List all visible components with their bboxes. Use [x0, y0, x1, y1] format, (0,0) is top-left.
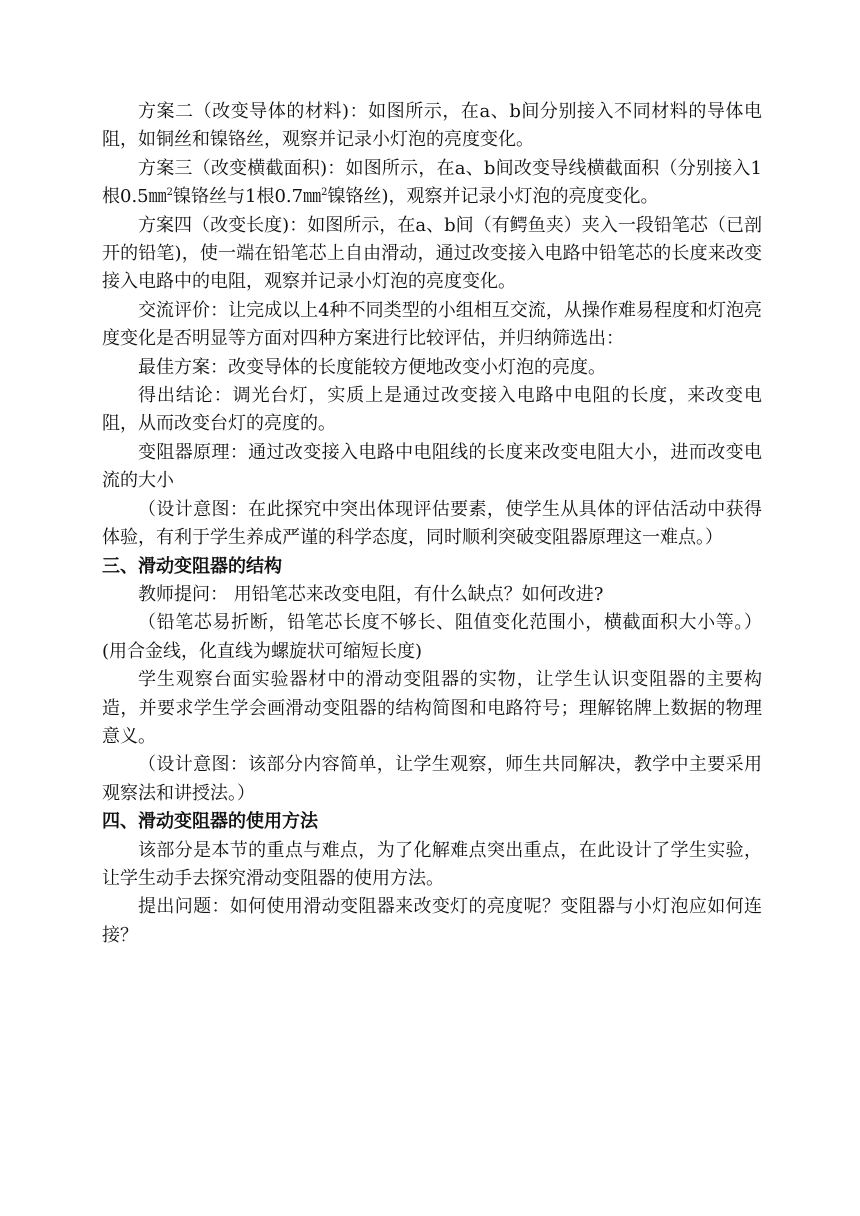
paragraph-plan-four: 方案四（改变长度)：如图所示，在a、b间（有鳄鱼夹）夹入一段铅笔芯（已剖开的铅笔)，使一端在铅笔芯上自由滑动，通过改变接入电路中铅笔芯的长度来改变接入电路中的电阻，观察并记录小灯泡的亮度变化。 [102, 214, 762, 293]
paragraph-plan-three [102, 155, 762, 212]
paragraph-evaluation: 交流评价：让完成以上4种不同类型的小组相互交流，从操作难易程度和灯泡亮度变化是否明显等方面对四种方案进行比较评估，并归纳筛选出： [102, 299, 762, 350]
section-heading-structure: 三、滑动变阻器的结构 [102, 555, 282, 577]
plan-three-text-a: 方案三（改变横截面积)：如图所示，在a、b间改变导线横截面积（分别接入1根0.5㎜ [102, 157, 762, 208]
paragraph-student-observation: 学生观察台面实验器材中的滑动变阻器的实物，让学生认识变阻器的主要构造，并要求学生学会画滑动变阻器的结构简图和电路符号；理解铭牌上数据的物理意义。 [102, 669, 762, 747]
paragraph-pencil-drawbacks: （铅笔芯易折断，铅笔芯长度不够长、阻值变化范围小，横截面积大小等。）(用合金线，化直线为螺旋状可缩短长度) [102, 612, 762, 662]
paragraph-key-point: 该部分是本节的重点与难点，为了化解难点突出重点，在此设计了学生实验，让学生动手去探究滑动变阻器的使用方法。 [102, 839, 762, 889]
paragraph-design-intent-2: （设计意图：该部分内容简单，让学生观察，师生共同解决，教学中主要采用观察法和讲授法。） [102, 754, 762, 804]
paragraph-best-plan: 最佳方案：改变导体的长度能较方便地改变小灯泡的亮度。 [138, 356, 606, 378]
document-body [102, 98, 762, 950]
paragraph-conclusion: 得出结论：调光台灯，实质上是通过改变接入电路中电阻的长度，来改变电阻，从而改变台灯的亮度的。 [102, 385, 762, 435]
paragraph-teacher-question: 教师提问： 用铅笔芯来改变电阻，有什么缺点？如何改进? [138, 583, 604, 605]
section-heading-usage: 四、滑动变阻器的使用方法 [102, 811, 318, 833]
paragraph-design-intent-1: （设计意图：在此探究中突出体现评估要素，使学生从具体的评估活动中获得体验，有利于学生养成严谨的科学态度，同时顺利突破变阻器原理这一难点。） [102, 498, 762, 549]
paragraph-question: 提出问题：如何使用滑动变阻器来改变灯的亮度呢？变阻器与小灯泡应如何连接？ [102, 896, 762, 946]
superscript-squared: 2 [166, 187, 174, 199]
plan-three-text-c: 镍铬丝)，观察并记录小灯泡的亮度变化。 [327, 186, 659, 208]
plan-three-text-b: 镍铬丝与1根0.7㎜ [173, 186, 322, 208]
superscript-squared: 2 [321, 187, 328, 199]
paragraph-plan-two: 方案二（改变导体的材料)：如图所示，在a、b间分别接入不同材料的导体电阻，如铜丝和镍铬丝，观察并记录小灯泡的亮度变化。 [102, 101, 762, 151]
paragraph-rheostat-principle: 变阻器原理：通过改变接入电路中电阻线的长度来改变电阻大小，进而改变电流的大小 [102, 441, 762, 492]
